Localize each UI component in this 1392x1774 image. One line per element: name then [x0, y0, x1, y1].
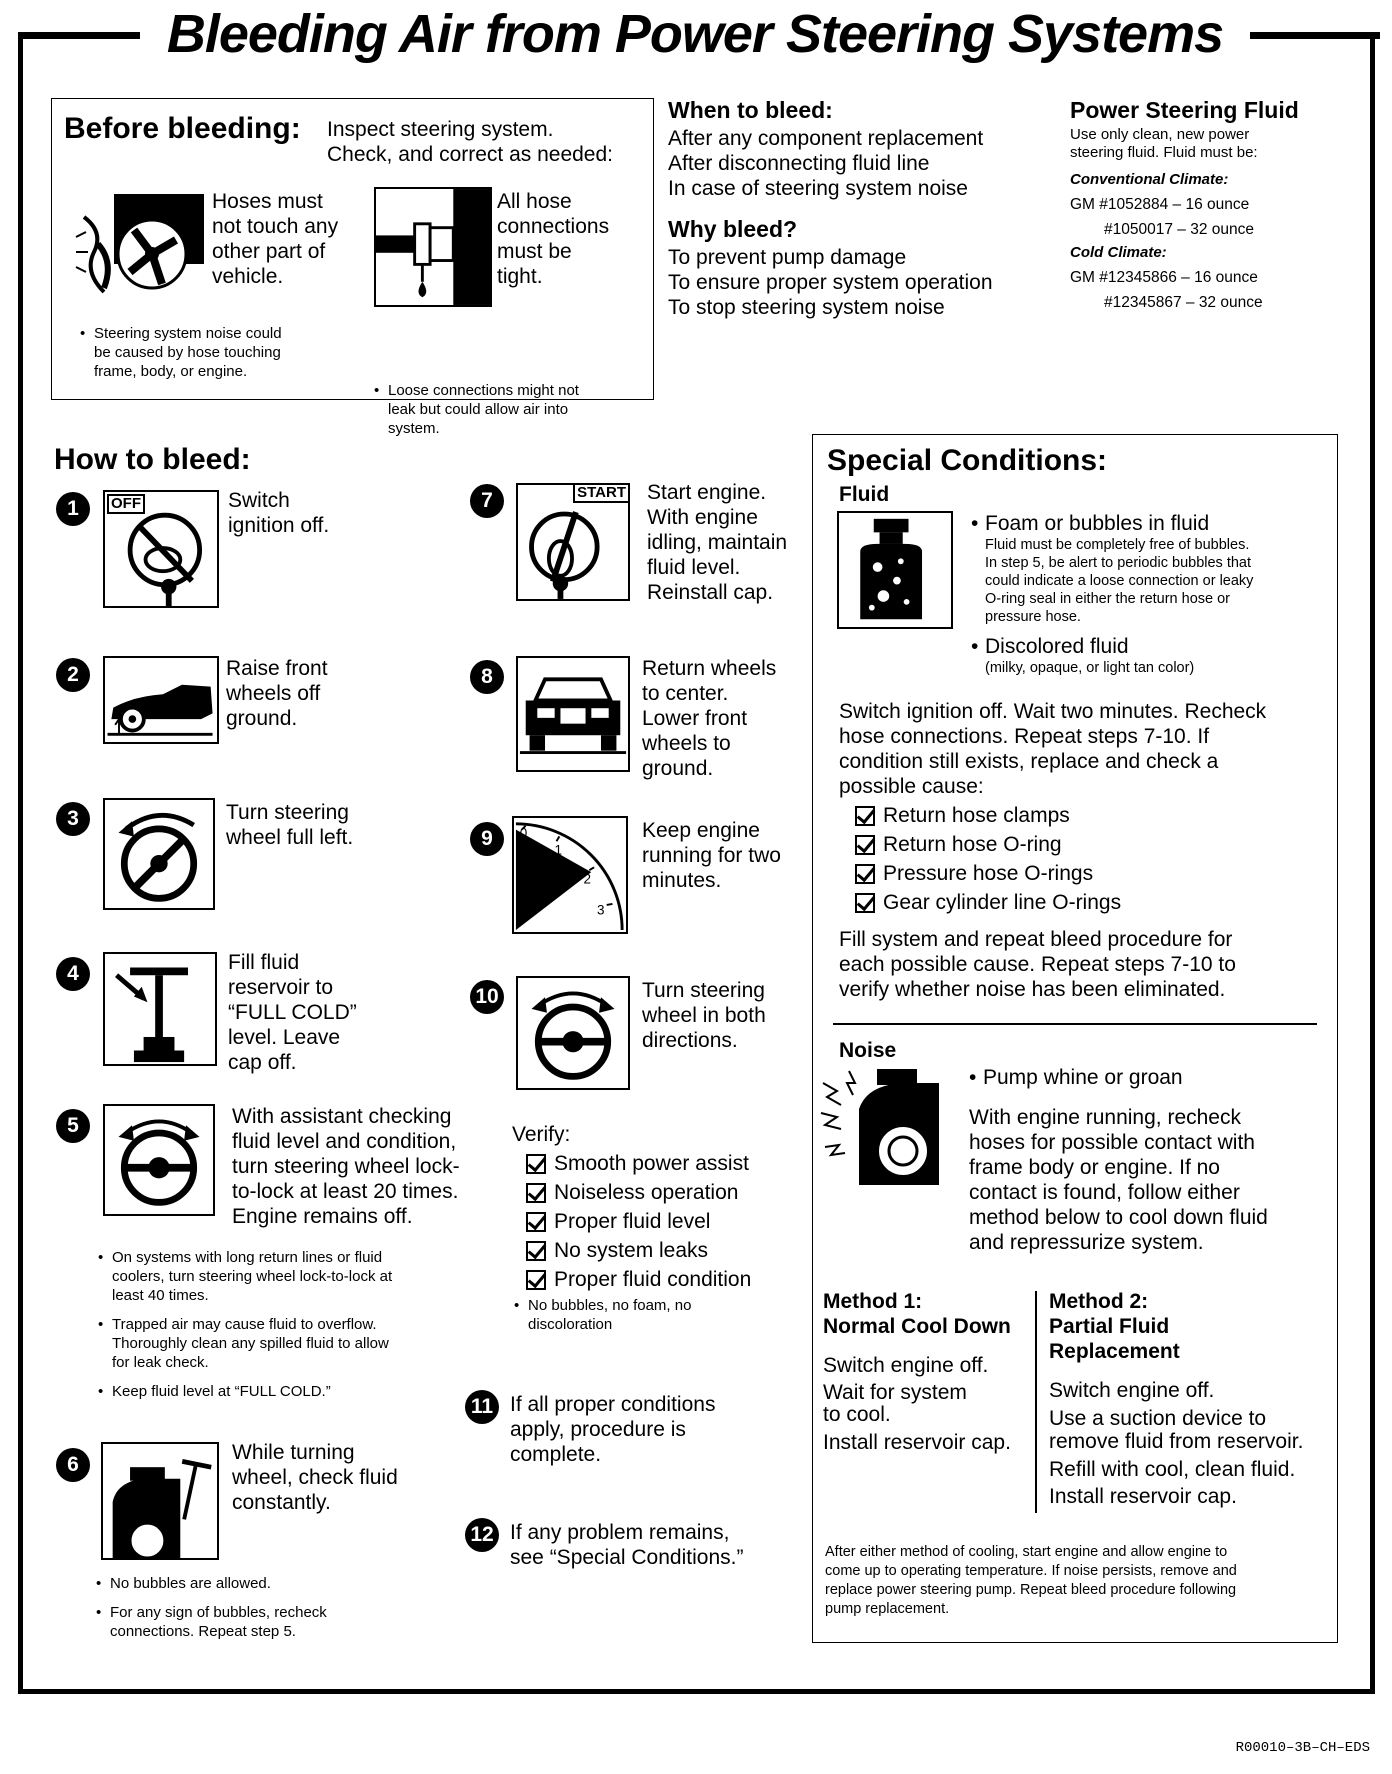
- step-number: 6: [56, 1448, 90, 1482]
- car-front-icon: [518, 658, 628, 770]
- switch-text: Switch ignition off. Wait two minutes. Recheck hose connections. Repeat steps 7-10. If condition still exists, replace and check a possible cause:: [839, 700, 1267, 798]
- how-heading: How to bleed:: [54, 443, 251, 476]
- foam-title: • Foam or bubbles in fluid: [969, 511, 1329, 536]
- fluid-label: Fluid: [839, 483, 890, 506]
- step-1-illustration: [103, 490, 219, 608]
- cold-climate-label: Cold Climate:: [1070, 244, 1167, 261]
- step-10-text: Turn steering wheel in both directions.: [642, 979, 766, 1052]
- method-step: Install reservoir cap.: [823, 1431, 1011, 1454]
- causes-list: [855, 803, 1121, 915]
- before-bleeding-box: [51, 98, 654, 437]
- steering-wheel-both-icon: [105, 1106, 213, 1214]
- checkmark-icon: [526, 1154, 546, 1174]
- fluid-bottle-icon: [839, 513, 951, 627]
- method-divider: [1035, 1291, 1037, 1513]
- method-2: [1049, 1289, 1335, 1509]
- noise-label: Noise: [839, 1039, 897, 1062]
- verify-list: [512, 1122, 751, 1334]
- before-connection-note: • Loose connections might not leak but could allow air into system.: [372, 381, 973, 438]
- noise-text: With engine running, recheck hoses for possible contact with frame body or engine. If no contact is found, follow either method below to cool down fluid and repressurize system.: [969, 1106, 1268, 1254]
- step-3-text: Turn steering wheel full left.: [226, 801, 354, 849]
- step-6-illustration: [101, 1442, 219, 1560]
- before-connection-text: All hose connections must be tight.: [497, 190, 610, 288]
- cause-item: Return hose clamps: [855, 803, 1121, 828]
- step-number: 1: [56, 492, 90, 526]
- verify-item: Noiseless operation: [526, 1180, 751, 1205]
- step-5-notes: [96, 1248, 466, 1401]
- gauge-tick: 0: [519, 825, 528, 841]
- title-rule-left: [18, 32, 148, 39]
- method-step: Wait for system to cool.: [823, 1381, 967, 1426]
- step-1-text: Switch ignition off.: [228, 489, 330, 537]
- step-number: 12: [465, 1518, 499, 1552]
- checkmark-icon: [855, 806, 875, 826]
- step-number: 9: [470, 822, 504, 856]
- method-1-title: Method 1: Normal Cool Down: [823, 1290, 1011, 1338]
- note-bullet: • For any sign of bubbles, recheck connections. Repeat step 5.: [94, 1603, 464, 1641]
- page-title: Bleeding Air from Power Steering Systems: [140, 2, 1250, 66]
- step-number: 10: [470, 980, 504, 1014]
- before-connection-illustration: [374, 187, 492, 307]
- before-heading: Before bleeding:: [64, 112, 301, 145]
- when-line: After disconnecting fluid line: [668, 152, 930, 175]
- method-step: Install reservoir cap.: [1049, 1485, 1237, 1508]
- footer-code: R00010–3B–CH–EDS: [1235, 1740, 1370, 1756]
- part-number: #1050017 – 32 ounce: [1104, 221, 1254, 238]
- why-line: To ensure proper system operation: [668, 271, 993, 294]
- before-hoses-note: • Steering system noise could be caused by hose touching frame, body, or engine.: [78, 324, 679, 381]
- noisy-pump-icon: [819, 1063, 947, 1185]
- when-heading: When to bleed:: [668, 97, 833, 123]
- special-conditions-box: [812, 434, 1338, 1643]
- step-number: 11: [465, 1390, 499, 1424]
- gauge-tick: 1: [554, 842, 563, 858]
- note-bullet: • No bubbles are allowed.: [94, 1574, 464, 1593]
- divider: [833, 1023, 1317, 1025]
- checkmark-icon: [526, 1270, 546, 1290]
- fluid-reservoir-icon: [105, 954, 215, 1064]
- step-12-text: If any problem remains, see “Special Conditions.”: [510, 1521, 744, 1569]
- verify-label: Verify:: [512, 1123, 571, 1146]
- note-bullet: • Trapped air may cause fluid to overflow. Thoroughly clean any spilled fluid to allow for leak check.: [96, 1315, 466, 1372]
- method-step: Switch engine off.: [823, 1354, 989, 1377]
- checkmark-icon: [526, 1241, 546, 1261]
- before-hoses-text: Hoses must not touch any other part of vehicle.: [212, 190, 339, 288]
- step-4-illustration: [103, 952, 217, 1066]
- step-6-notes: [94, 1574, 464, 1641]
- fluid-heading: Power Steering Fluid: [1070, 97, 1299, 123]
- before-hoses-illustration: [74, 192, 209, 310]
- verify-item: Proper fluid level: [526, 1209, 751, 1234]
- why-line: To prevent pump damage: [668, 246, 907, 269]
- timer-gauge-icon: [514, 818, 626, 932]
- step-number: 5: [56, 1109, 90, 1143]
- step-number: 2: [56, 658, 90, 692]
- ignition-off-label: OFF: [107, 494, 145, 514]
- step-2-text: Raise front wheels off ground.: [226, 657, 328, 730]
- pump-whine: • Pump whine or groan: [967, 1065, 1392, 1090]
- method-step: Switch engine off.: [1049, 1379, 1215, 1402]
- gauge-tick: 2: [583, 871, 592, 887]
- noise-illustration: [819, 1063, 947, 1185]
- step-7-text: Start engine. With engine idling, maintain fluid level. Reinstall cap.: [647, 481, 788, 604]
- step-5-illustration: [103, 1104, 215, 1216]
- steering-wheel-left-icon: [105, 800, 213, 908]
- step-5-text: With assistant checking fluid level and condition, turn steering wheel lock- to-lock at least 20 times. Engine remains off.: [232, 1105, 460, 1228]
- step-8-text: Return wheels to center. Lower front wheels to ground.: [642, 657, 777, 780]
- after-cooling-text: After either method of cooling, start engine and allow engine to come up to operating temperature. If noise persists, remove and replace power steering pump. Repeat bleed procedure following pump replacement.: [825, 1544, 1237, 1617]
- hose-connection-icon: [376, 189, 490, 305]
- steering-wheel-both-icon: [518, 978, 628, 1088]
- step-10-illustration: [516, 976, 630, 1090]
- note-bullet: • Keep fluid level at “FULL COLD.”: [96, 1382, 466, 1401]
- discolored-title: • Discolored fluid: [969, 634, 1329, 659]
- step-11-text: If all proper conditions apply, procedure is complete.: [510, 1393, 716, 1466]
- step-number: 4: [56, 957, 90, 991]
- part-number: #12345867 – 32 ounce: [1104, 294, 1263, 311]
- why-heading: Why bleed?: [668, 216, 798, 242]
- verify-item: Smooth power assist: [526, 1151, 751, 1176]
- ignition-start-label: START: [573, 485, 628, 503]
- fill-text: Fill system and repeat bleed procedure for each possible cause. Repeat steps 7-10 to verify whether noise has been eliminated.: [839, 928, 1236, 1001]
- conventional-climate-label: Conventional Climate:: [1070, 171, 1229, 188]
- power-steering-fluid: Power Steering Fluid Use only clean, new power steering fluid. Fluid must be: Conventional Climate: GM #1052884 – 16 ounce #1050017 – 32 ounce Cold Climate: GM #12345866 – 16 ounce #12345867 – 32 ounce: [1070, 97, 1299, 311]
- checkmark-icon: [855, 864, 875, 884]
- foam-condition: • Foam or bubbles in fluid Fluid must be completely free of bubbles. In step 5, be alert to periodic bubbles that could indicate a loose connection or leaky O-ring seal in either the return hose or pressure hose. • Discolored fluid (milky, opaque, or light tan color): [969, 511, 1329, 677]
- cause-item: Pressure hose O-rings: [855, 861, 1121, 886]
- step-4-text: Fill fluid reservoir to “FULL COLD” level. Leave cap off.: [228, 951, 357, 1074]
- step-9-text: Keep engine running for two minutes.: [642, 819, 781, 892]
- step-number: 3: [56, 802, 90, 836]
- method-2-title: Method 2: Partial Fluid Replacement: [1049, 1290, 1180, 1363]
- verify-item: Proper fluid condition: [526, 1267, 751, 1292]
- checkmark-icon: [855, 835, 875, 855]
- step-6-text: While turning wheel, check fluid constantly.: [232, 1441, 398, 1514]
- step-number: 8: [470, 660, 504, 694]
- checkmark-icon: [526, 1183, 546, 1203]
- gauge-tick: 3: [597, 902, 605, 918]
- step-7-illustration: [516, 483, 630, 601]
- checkmark-icon: [855, 893, 875, 913]
- step-8-illustration: [516, 656, 630, 772]
- part-number: GM #12345866 – 16 ounce: [1070, 269, 1258, 286]
- before-intro-1: Inspect steering system.: [327, 118, 554, 141]
- title-rule-right: [1248, 32, 1380, 39]
- verify-item: No system leaks: [526, 1238, 751, 1263]
- when-line: After any component replacement: [668, 127, 984, 150]
- step-3-illustration: [103, 798, 215, 910]
- step-2-illustration: [103, 656, 219, 744]
- step-number: 7: [470, 484, 504, 518]
- why-line: To stop steering system noise: [668, 296, 945, 319]
- special-heading: Special Conditions:: [827, 444, 1108, 477]
- part-number: GM #1052884 – 16 ounce: [1070, 196, 1250, 213]
- method-1: [823, 1289, 1033, 1455]
- fluid-illustration: [837, 511, 953, 629]
- hose-engine-icon: [74, 192, 209, 310]
- before-intro-2: Check, and correct as needed:: [327, 143, 614, 166]
- method-step: Use a suction device to remove fluid from reservoir.: [1049, 1407, 1304, 1453]
- discolored-detail: (milky, opaque, or light tan color): [985, 660, 1195, 676]
- raised-car-icon: [105, 658, 217, 742]
- step-9-illustration: [512, 816, 628, 934]
- verify-note: • No bubbles, no foam, no discoloration: [512, 1296, 751, 1334]
- note-bullet: • On systems with long return lines or fluid coolers, turn steering wheel lock-to-lock at least 40 times.: [96, 1248, 466, 1305]
- method-step: Refill with cool, clean fluid.: [1049, 1458, 1296, 1481]
- cause-item: Return hose O-ring: [855, 832, 1121, 857]
- when-to-bleed: [668, 96, 993, 320]
- pump-dipstick-icon: [103, 1444, 217, 1558]
- cause-item: Gear cylinder line O-rings: [855, 890, 1121, 915]
- checkmark-icon: [526, 1212, 546, 1232]
- when-line: In case of steering system noise: [668, 177, 968, 200]
